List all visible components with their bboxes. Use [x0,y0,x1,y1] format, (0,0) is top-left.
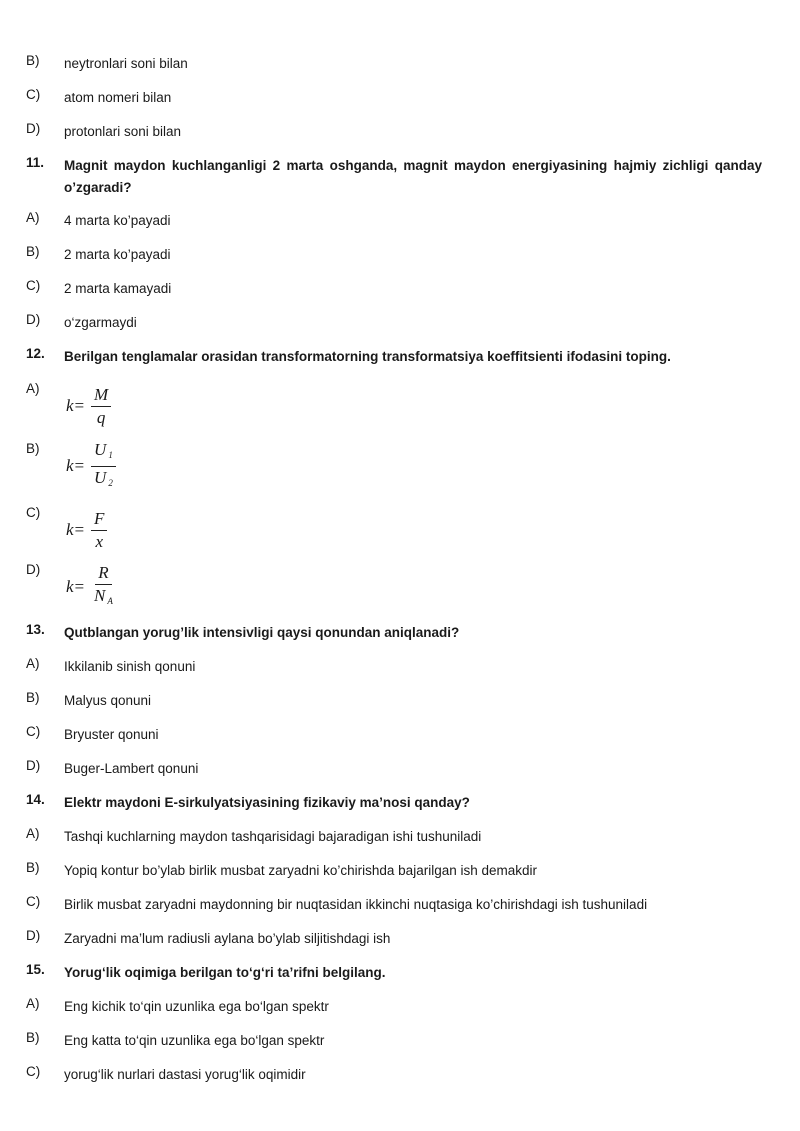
option-label: A) [26,656,40,671]
option-text: Birlik musbat zaryadni maydonning bir nuqtasidan ikkinchi nuqtasiga ko’chirishdagi ish tushuniladi [64,897,648,912]
option-text: Buger-Lambert qonuni [64,761,199,776]
numerator: M [91,386,111,407]
option-text: protonlari soni bilan [64,124,182,139]
formula-equals: = [73,396,86,415]
option-text: Bryuster qonuni [64,727,159,742]
formula [66,562,116,612]
numerator: R [95,564,111,585]
option-text: Eng kichik to‘qin uzunlika ega bo‘lgan spektr [64,999,329,1014]
option-label: D) [26,758,41,773]
option-label: C) [26,894,41,909]
numerator: U $_1$ [91,441,116,467]
formula-equals: = [73,577,86,596]
fraction [91,564,116,610]
option-label: D) [26,562,41,577]
formula [66,381,111,431]
fraction [91,510,107,551]
option-label: C) [26,278,41,293]
option-text: Eng katta to‘qin uzunlika ega bo‘lgan spektr [64,1033,325,1048]
option-label: B) [26,53,40,68]
option-text: neytronlari soni bilan [64,56,188,71]
question-number: 14. [26,792,45,807]
numerator: F [91,510,107,531]
option-label: A) [26,826,40,841]
formula [66,505,107,555]
option-label: B) [26,441,40,456]
denominator: U $_2$ [94,467,113,488]
formula-equals: = [73,520,86,539]
option-label: C) [26,724,41,739]
option-label: C) [26,505,41,520]
fraction [91,441,116,492]
option-label: B) [26,690,40,705]
question-text: Magnit maydon kuchlanganligi 2 marta oshganda, magnit maydon energiyasining hajmiy zichligi qanday o’zgaradi? [64,158,762,195]
option-text: Ikkilanib sinish qonuni [64,659,196,674]
option-text: Zaryadni ma’lum radiusli aylana bo’ylab siljitishdagi ish [64,931,391,946]
option-text: 2 marta kamayadi [64,281,172,296]
question-text: Qutblangan yorug’lik intensivligi qaysi qonundan aniqlanadi? [64,625,460,640]
question-number: 15. [26,962,45,977]
option-label: C) [26,1064,41,1079]
formula [66,441,116,491]
option-label: A) [26,996,40,1011]
option-text: 2 marta ko’payadi [64,247,171,262]
option-label: B) [26,860,40,875]
option-label: D) [26,121,41,136]
formula-equals: = [73,456,86,475]
question-text: Elektr maydoni E-sirkulyatsiyasining fizikaviy ma’nosi qanday? [64,795,470,810]
question-number: 12. [26,346,45,361]
fraction [91,386,111,427]
question-text: Berilgan tenglamalar orasidan transformatorning transformatsiya koeffitsienti ifodasini toping. [64,349,671,364]
question-number: 13. [26,622,45,637]
option-label: B) [26,244,40,259]
option-text: Malyus qonuni [64,693,152,708]
denominator: q [96,407,106,427]
option-text: o‘zgarmaydi [64,315,137,330]
formula-lhs: k [66,520,74,539]
option-text: atom nomeri bilan [64,90,172,105]
formula-lhs: k [66,456,74,475]
option-label: B) [26,1030,40,1045]
option-text: Tashqi kuchlarning maydon tashqarisidagi bajaradigan ishi tushuniladi [64,829,482,844]
denominator: N $_A$ [94,586,113,606]
option-label: C) [26,87,41,102]
formula-lhs: k [66,396,74,415]
option-text: Yopiq kontur bo’ylab birlik musbat zaryadni ko’chirishda bajarilgan ish demakdir [64,863,538,878]
option-text: 4 marta ko’payadi [64,213,171,228]
option-label: D) [26,928,41,943]
option-label: D) [26,312,41,327]
option-text: yorug‘lik nurlari dastasi yorug‘lik oqimidir [64,1067,306,1082]
formula-lhs: k [66,577,74,596]
option-label: A) [26,381,40,396]
option-label: A) [26,210,40,225]
question-number: 11. [26,155,45,170]
denominator: x [95,531,103,551]
question-text: Yorug‘lik oqimiga berilgan to‘g‘ri ta’rifni belgilang. [64,965,386,980]
